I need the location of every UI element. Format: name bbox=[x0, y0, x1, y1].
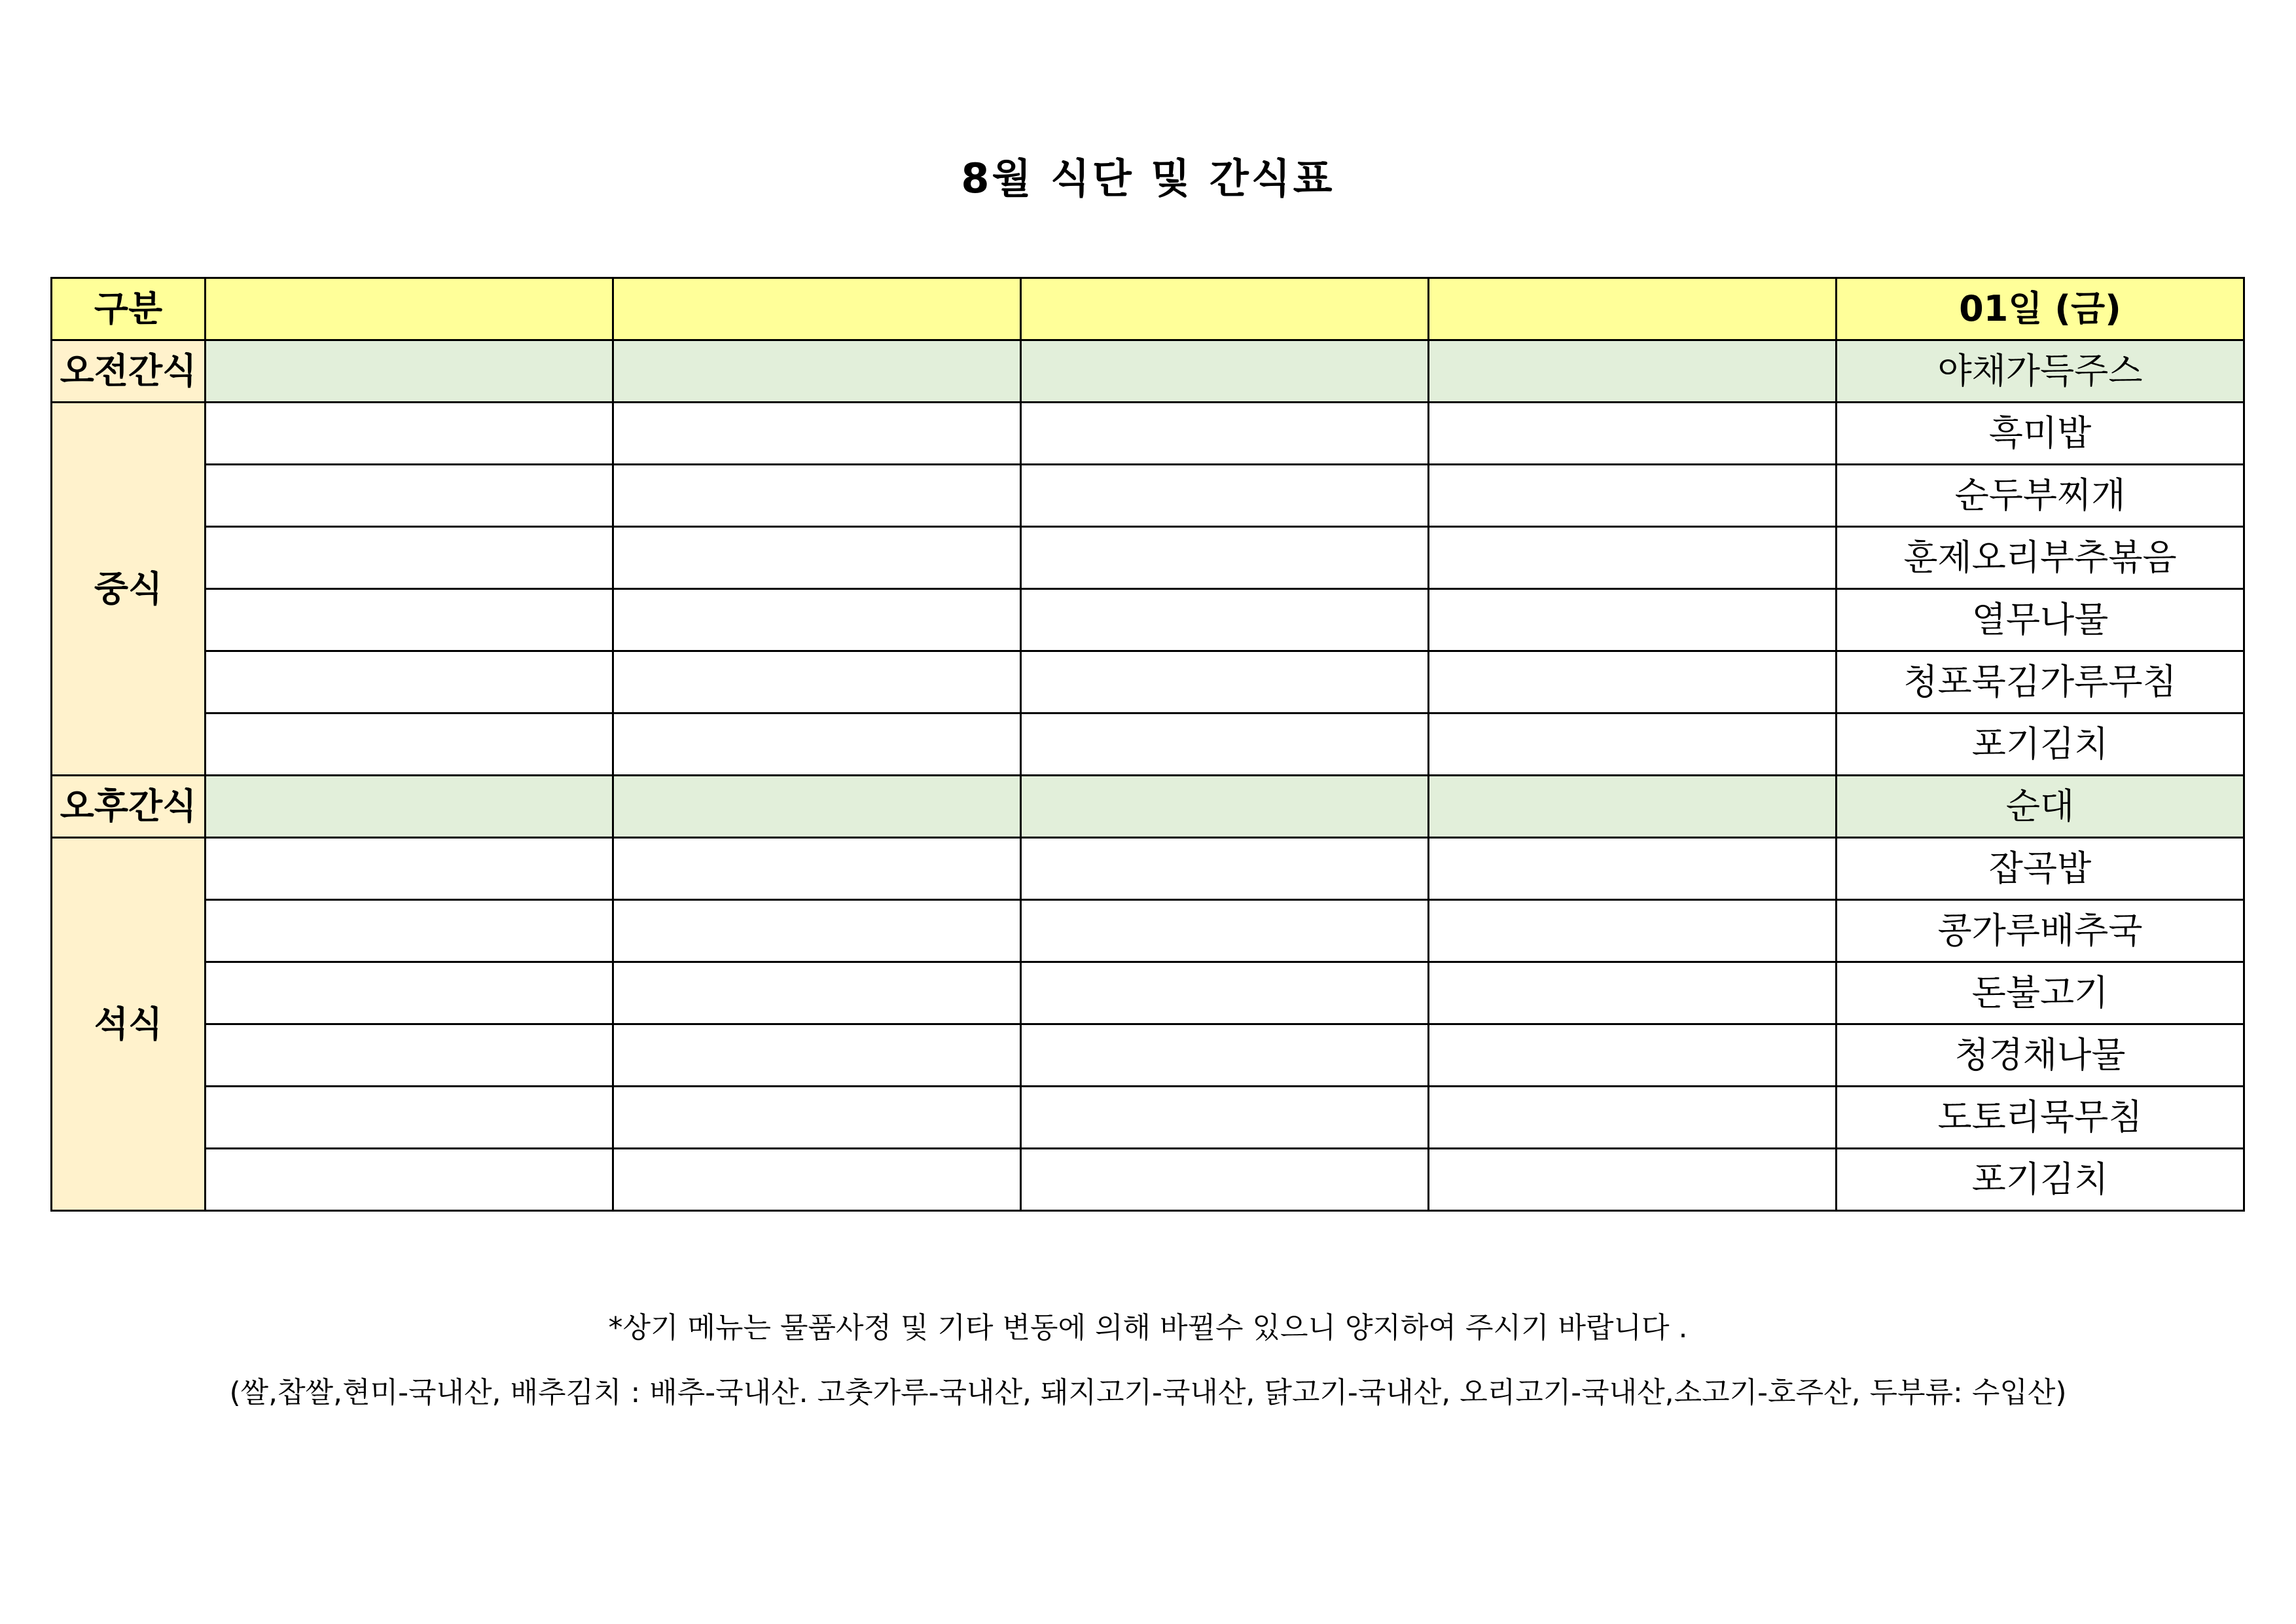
menu-cell bbox=[206, 713, 613, 776]
morning-snack-row bbox=[52, 340, 2244, 403]
header-day-cell bbox=[1429, 278, 1837, 340]
menu-cell bbox=[206, 1087, 613, 1149]
menu-cell bbox=[206, 651, 613, 713]
menu-cell bbox=[206, 589, 613, 651]
menu-cell bbox=[1021, 1149, 1429, 1211]
menu-cell: 순두부찌개 bbox=[1837, 465, 2244, 527]
lunch-row bbox=[52, 651, 2244, 713]
menu-cell: 도토리묵무침 bbox=[1837, 1087, 2244, 1149]
menu-cell bbox=[1429, 838, 1837, 900]
menu-cell: 포기김치 bbox=[1837, 713, 2244, 776]
page-title: 8월 식단 및 간식표 bbox=[961, 154, 1335, 202]
menu-cell bbox=[206, 1024, 613, 1087]
menu-cell bbox=[206, 776, 613, 838]
menu-cell: 청포묵김가루무침 bbox=[1837, 651, 2244, 713]
menu-cell bbox=[1429, 403, 1837, 465]
menu-cell bbox=[613, 713, 1021, 776]
menu-cell bbox=[1021, 1024, 1429, 1087]
menu-cell bbox=[613, 1087, 1021, 1149]
lunch-label: 중식 bbox=[52, 403, 206, 776]
menu-cell bbox=[1429, 776, 1837, 838]
menu-cell: 열무나물 bbox=[1837, 589, 2244, 651]
menu-cell bbox=[1429, 713, 1837, 776]
menu-cell bbox=[1021, 838, 1429, 900]
header-day-cell bbox=[613, 278, 1021, 340]
lunch-row bbox=[52, 713, 2244, 776]
menu-cell bbox=[1429, 527, 1837, 589]
origin-notice: (쌀,찹쌀,현미-국내산, 배추김치 : 배추-국내산. 고춧가루-국내산, 돼지고기-국내산, 닭고기-국내산, 오리고기-국내산,소고기-호주산, 두부류: 수입산) bbox=[229, 1376, 2067, 1409]
header-label-cell: 구분 bbox=[52, 278, 206, 340]
lunch-row bbox=[52, 527, 2244, 589]
menu-cell bbox=[613, 527, 1021, 589]
menu-cell bbox=[1429, 900, 1837, 962]
menu-cell bbox=[1021, 776, 1429, 838]
menu-cell: 포기김치 bbox=[1837, 1149, 2244, 1211]
menu-cell bbox=[1021, 1087, 1429, 1149]
menu-cell bbox=[1021, 651, 1429, 713]
lunch-row bbox=[52, 465, 2244, 527]
menu-cell bbox=[206, 527, 613, 589]
menu-cell bbox=[206, 838, 613, 900]
dinner-row bbox=[52, 1024, 2244, 1087]
lunch-row bbox=[52, 589, 2244, 651]
dinner-row bbox=[52, 838, 2244, 900]
menu-cell bbox=[613, 340, 1021, 403]
morning-snack-label: 오전간식 bbox=[52, 340, 206, 403]
menu-cell bbox=[1429, 340, 1837, 403]
menu-cell bbox=[613, 651, 1021, 713]
menu-cell bbox=[1021, 465, 1429, 527]
dinner-row bbox=[52, 1149, 2244, 1211]
menu-cell: 흑미밥 bbox=[1837, 403, 2244, 465]
menu-cell bbox=[1021, 340, 1429, 403]
header-day-cell bbox=[206, 278, 613, 340]
menu-cell: 청경채나물 bbox=[1837, 1024, 2244, 1087]
menu-cell bbox=[1021, 900, 1429, 962]
menu-cell: 잡곡밥 bbox=[1837, 838, 2244, 900]
dinner-row bbox=[52, 962, 2244, 1024]
menu-cell bbox=[206, 465, 613, 527]
menu-cell bbox=[1021, 403, 1429, 465]
menu-cell: 콩가루배추국 bbox=[1837, 900, 2244, 962]
menu-cell bbox=[206, 1149, 613, 1211]
menu-cell bbox=[206, 340, 613, 403]
menu-cell bbox=[1429, 465, 1837, 527]
menu-cell bbox=[613, 776, 1021, 838]
lunch-row bbox=[52, 403, 2244, 465]
menu-cell bbox=[613, 403, 1021, 465]
dinner-label: 석식 bbox=[52, 838, 206, 1211]
menu-cell: 돈불고기 bbox=[1837, 962, 2244, 1024]
menu-cell bbox=[206, 403, 613, 465]
menu-cell bbox=[1429, 1087, 1837, 1149]
menu-cell bbox=[1021, 589, 1429, 651]
menu-cell bbox=[613, 589, 1021, 651]
menu-cell: 야채가득주스 bbox=[1837, 340, 2244, 403]
menu-cell bbox=[613, 1149, 1021, 1211]
dinner-row bbox=[52, 900, 2244, 962]
menu-cell bbox=[613, 962, 1021, 1024]
dinner-row bbox=[52, 1087, 2244, 1149]
header-row bbox=[52, 278, 2244, 340]
menu-cell bbox=[206, 962, 613, 1024]
menu-cell bbox=[613, 465, 1021, 527]
menu-cell bbox=[206, 900, 613, 962]
menu-cell: 순대 bbox=[1837, 776, 2244, 838]
header-day-cell: 01일 (금) bbox=[1837, 278, 2244, 340]
afternoon-snack-label: 오후간식 bbox=[52, 776, 206, 838]
menu-cell: 훈제오리부추볶음 bbox=[1837, 527, 2244, 589]
menu-cell bbox=[1429, 1024, 1837, 1087]
menu-cell bbox=[613, 900, 1021, 962]
menu-cell bbox=[1021, 713, 1429, 776]
menu-cell bbox=[1021, 962, 1429, 1024]
meal-table bbox=[50, 277, 2245, 1212]
header-day-cell bbox=[1021, 278, 1429, 340]
menu-cell bbox=[1429, 651, 1837, 713]
menu-cell bbox=[613, 1024, 1021, 1087]
menu-change-notice: *상기 메뉴는 물품사정 및 기타 변동에 의해 바뀔수 있으니 양지하여 주시기 바랍니다 . bbox=[608, 1311, 1688, 1344]
menu-cell bbox=[1021, 527, 1429, 589]
afternoon-snack-row bbox=[52, 776, 2244, 838]
menu-cell bbox=[613, 838, 1021, 900]
menu-cell bbox=[1429, 589, 1837, 651]
menu-cell bbox=[1429, 962, 1837, 1024]
menu-cell bbox=[1429, 1149, 1837, 1211]
